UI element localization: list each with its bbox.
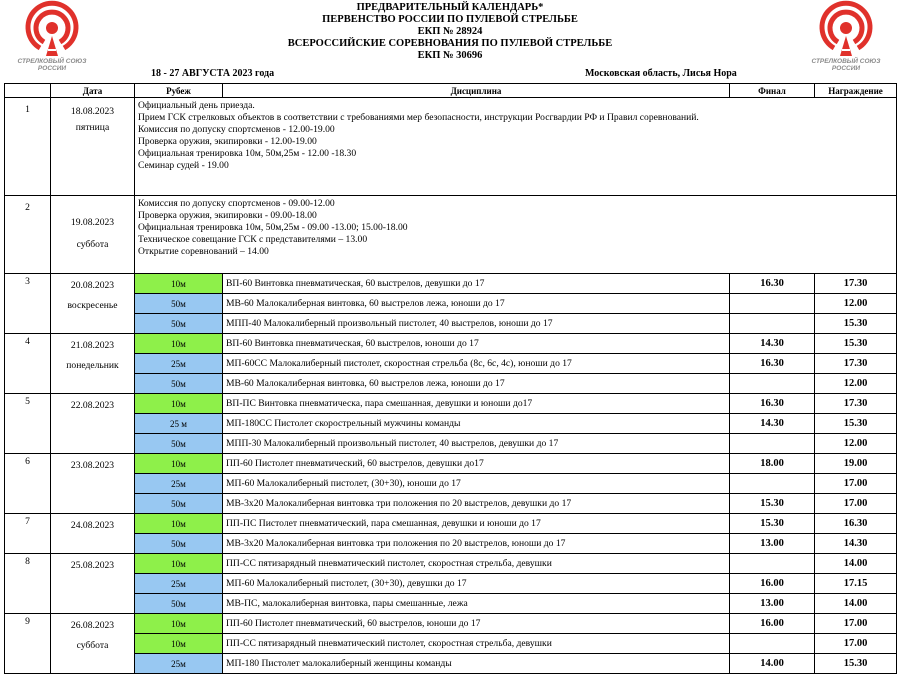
final-time-cell: 16.30 (730, 354, 815, 374)
shooting-range-cell: 50м (135, 294, 223, 314)
logo-caption: СТРЕЛКОВЫЙ СОЮЗ (17, 58, 87, 65)
final-time-cell: 16.00 (730, 614, 815, 634)
discipline-cell: ВП-60 Винтовка пневматическая, 60 выстрелов, юноши до 17 (223, 334, 730, 354)
table-row (5, 354, 897, 374)
day-date-cell (51, 514, 135, 554)
day-date-cell (51, 98, 135, 196)
shooting-range-cell: 10м (135, 394, 223, 414)
discipline-cell: МП-60 Малокалиберный пистолет, (30+30), девушки до 17 (223, 574, 730, 594)
page-header (0, 0, 900, 82)
award-time-cell: 12.00 (815, 294, 897, 314)
shooting-range-cell: 10м (135, 554, 223, 574)
day-number: 8 (5, 554, 51, 614)
award-time-cell: 17.00 (815, 614, 897, 634)
table-row (5, 334, 897, 354)
day-date-cell (51, 334, 135, 394)
info-line: Открытие соревнований – 14.00 (138, 246, 269, 257)
day-date: 24.08.2023 (70, 520, 115, 531)
table-row (5, 274, 897, 294)
final-time-cell (730, 294, 815, 314)
info-line: Техническое совещание ГСК с представителями – 13.00 (138, 234, 368, 245)
award-time-cell: 17.15 (815, 574, 897, 594)
logo-right (806, 0, 886, 80)
info-line: Семинар судей - 19.00 (138, 160, 229, 171)
final-time-cell (730, 434, 815, 454)
day-number: 2 (5, 196, 51, 274)
day-date: 18.08.2023 (70, 106, 115, 117)
discipline-cell: МВ-3х20 Малокалиберная винтовка три положения по 20 выстрелов, девушки до 17 (223, 494, 730, 514)
day-weekday: суббота (76, 239, 109, 250)
day-date: 20.08.2023 (70, 280, 115, 291)
shooting-range-cell: 50м (135, 594, 223, 614)
shooting-range-cell: 10м (135, 274, 223, 294)
column-header (5, 84, 51, 98)
table-row (5, 374, 897, 394)
day-date: 26.08.2023 (70, 620, 115, 631)
shooting-range-cell: 25м (135, 654, 223, 674)
discipline-cell: ВП-ПС Винтовка пневматическа, пара смешанная, девушки и юноши до17 (223, 394, 730, 414)
document-title (150, 2, 750, 62)
discipline-cell: МПП-40 Малокалиберный произвольный пистолет, 40 выстрелов, юноши до 17 (223, 314, 730, 334)
day-date: 25.08.2023 (70, 560, 115, 571)
award-time-cell: 15.30 (815, 314, 897, 334)
logo-caption: РОССИИ (831, 65, 861, 72)
shooting-range-cell: 25м (135, 474, 223, 494)
event-date-range: 18 - 27 АВГУСТА 2023 года (151, 68, 275, 79)
info-line: Проверка оружия, экипировки - 09.00-18.00 (138, 210, 317, 221)
title-line: ПРЕДВАРИТЕЛЬНЫЙ КАЛЕНДАРЬ* (356, 2, 544, 13)
table-row (5, 514, 897, 534)
shooting-range-cell: 50м (135, 434, 223, 454)
table-row (5, 534, 897, 554)
column-header: Дата (51, 84, 135, 98)
logo-caption: СТРЕЛКОВЫЙ СОЮЗ (811, 58, 881, 65)
table-row (5, 594, 897, 614)
discipline-cell: ПП-СС пятизарядный пневматический пистолет, скоростная стрельба, девушки (223, 634, 730, 654)
discipline-cell: МП-180 Пистолет малокалиберный женщины команды (223, 654, 730, 674)
table-row (5, 454, 897, 474)
day-weekday: понедельник (66, 360, 119, 371)
table-row (5, 654, 897, 674)
day-info (135, 196, 897, 274)
final-time-cell: 16.30 (730, 394, 815, 414)
day-weekday: суббота (76, 640, 109, 651)
day-date-cell (51, 196, 135, 274)
shooting-range-cell: 10м (135, 454, 223, 474)
day-info (135, 98, 897, 196)
day-date-cell (51, 614, 135, 674)
table-row (5, 574, 897, 594)
discipline-cell: МПП-30 Малокалиберный произвольный пистолет, 40 выстрелов, девушки до 17 (223, 434, 730, 454)
discipline-cell: ПП-ПС Пистолет пневматический, пара смешанная, девушки и юноши до 17 (223, 514, 730, 534)
award-time-cell: 14.00 (815, 554, 897, 574)
final-time-cell: 14.30 (730, 414, 815, 434)
award-time-cell: 15.30 (815, 334, 897, 354)
table-row (5, 314, 897, 334)
day-date-cell (51, 394, 135, 454)
info-line: Проверка оружия, экипировки - 12.00-19.00 (138, 136, 317, 147)
final-time-cell: 18.00 (730, 454, 815, 474)
day-number: 3 (5, 274, 51, 334)
day-number: 6 (5, 454, 51, 514)
day-date: 19.08.2023 (70, 217, 115, 228)
discipline-cell: МВ-60 Малокалиберная винтовка, 60 выстрелов лежа, юноши до 17 (223, 374, 730, 394)
day-number: 7 (5, 514, 51, 554)
award-time-cell: 17.30 (815, 394, 897, 414)
column-header: Дисциплина (223, 84, 730, 98)
award-time-cell: 19.00 (815, 454, 897, 474)
logo-caption: РОССИИ (37, 65, 67, 72)
discipline-cell: МП-60 Малокалиберный пистолет, (30+30), юноши до 17 (223, 474, 730, 494)
info-line: Комиссия по допуску спортсменов - 12.00-19.00 (138, 124, 335, 135)
schedule-table (4, 83, 897, 674)
table-row (5, 554, 897, 574)
final-time-cell: 13.00 (730, 534, 815, 554)
info-line: Официальная тренировка 10м, 50м,25м - 12.00 -18.30 (138, 148, 357, 159)
shooting-range-cell: 10м (135, 634, 223, 654)
discipline-cell: МВ-ПС, малокалиберная винтовка, пары смешанные, лежа (223, 594, 730, 614)
final-time-cell (730, 314, 815, 334)
info-line: Комиссия по допуску спортсменов - 09.00-12.00 (138, 198, 335, 209)
discipline-cell: ПП-60 Пистолет пневматический, 60 выстрелов, юноши до 17 (223, 614, 730, 634)
award-time-cell: 17.30 (815, 274, 897, 294)
day-date-cell (51, 274, 135, 334)
day-date: 21.08.2023 (70, 340, 115, 351)
table-row (5, 434, 897, 454)
day-date-cell (51, 454, 135, 514)
event-location: Московская область, Лисья Нора (585, 68, 737, 79)
shooting-union-logo-icon (22, 0, 82, 58)
award-time-cell: 12.00 (815, 434, 897, 454)
shooting-range-cell: 10м (135, 514, 223, 534)
final-time-cell: 15.30 (730, 514, 815, 534)
award-time-cell: 15.30 (815, 654, 897, 674)
table-row (5, 474, 897, 494)
shooting-range-cell: 10м (135, 614, 223, 634)
final-time-cell: 16.30 (730, 274, 815, 294)
discipline-cell: ПП-СС пятизарядный пневматический пистолет, скоростная стрельба, девушки (223, 554, 730, 574)
award-time-cell: 17.30 (815, 354, 897, 374)
final-time-cell: 14.00 (730, 654, 815, 674)
discipline-cell: ПП-60 Пистолет пневматический, 60 выстрелов, девушки до17 (223, 454, 730, 474)
day-weekday: воскресенье (67, 300, 118, 311)
day-date-cell (51, 554, 135, 614)
shooting-range-cell: 25 м (135, 414, 223, 434)
info-line: Официальная тренировка 10м, 50м,25м - 09.00 -13.00; 15.00-18.00 (138, 222, 408, 233)
day-row (5, 98, 897, 196)
award-time-cell: 15.30 (815, 414, 897, 434)
day-number: 1 (5, 98, 51, 196)
day-weekday: пятница (75, 122, 110, 133)
award-time-cell: 14.30 (815, 534, 897, 554)
shooting-range-cell: 10м (135, 334, 223, 354)
day-number: 4 (5, 334, 51, 394)
award-time-cell: 16.30 (815, 514, 897, 534)
shooting-range-cell: 50м (135, 494, 223, 514)
column-header: Награждение (815, 84, 897, 98)
table-header-row (5, 84, 897, 98)
final-time-cell (730, 634, 815, 654)
table-row (5, 494, 897, 514)
shooting-range-cell: 50м (135, 534, 223, 554)
title-line: ЕКП № 30696 (417, 50, 483, 61)
shooting-range-cell: 50м (135, 314, 223, 334)
title-line: ПЕРВЕНСТВО РОССИИ ПО ПУЛЕВОЙ СТРЕЛЬБЕ (322, 14, 578, 25)
info-line: Прием ГСК стрелковых объектов в соответствии с требованиями мер безопасности, инструкции Росгвардии РФ и Правил соревнований. (138, 112, 699, 123)
discipline-cell: МВ-3х20 Малокалиберная винтовка три положения по 20 выстрелов, юноши до 17 (223, 534, 730, 554)
final-time-cell (730, 554, 815, 574)
award-time-cell: 17.00 (815, 474, 897, 494)
table-row (5, 294, 897, 314)
table-row (5, 634, 897, 654)
final-time-cell: 16.00 (730, 574, 815, 594)
column-header: Рубеж (135, 84, 223, 98)
discipline-cell: МВ-60 Малокалиберная винтовка, 60 выстрелов лежа, юноши до 17 (223, 294, 730, 314)
title-line: ВСЕРОССИЙСКИЕ СОРЕВНОВАНИЯ ПО ПУЛЕВОЙ СТРЕЛЬБЕ (287, 38, 613, 49)
shooting-range-cell: 25м (135, 354, 223, 374)
logo-left (12, 0, 92, 80)
final-time-cell (730, 474, 815, 494)
award-time-cell: 17.00 (815, 494, 897, 514)
final-time-cell: 14.30 (730, 334, 815, 354)
column-header: Финал (730, 84, 815, 98)
day-date: 22.08.2023 (70, 400, 115, 411)
final-time-cell: 13.00 (730, 594, 815, 614)
final-time-cell: 15.30 (730, 494, 815, 514)
shooting-union-logo-icon (816, 0, 876, 58)
day-date: 23.08.2023 (70, 460, 115, 471)
day-number: 9 (5, 614, 51, 674)
award-time-cell: 17.00 (815, 634, 897, 654)
discipline-cell: МП-60СС Малокалиберный пистолет, скоростная стрельба (8с, 6с, 4с), юноши до 17 (223, 354, 730, 374)
final-time-cell (730, 374, 815, 394)
info-line: Официальный день приезда. (138, 100, 255, 111)
award-time-cell: 12.00 (815, 374, 897, 394)
table-row (5, 414, 897, 434)
table-row (5, 614, 897, 634)
shooting-range-cell: 25м (135, 574, 223, 594)
shooting-range-cell: 50м (135, 374, 223, 394)
award-time-cell: 14.00 (815, 594, 897, 614)
title-line: ЕКП № 28924 (417, 26, 483, 37)
discipline-cell: МП-180СС Пистолет скорострельный мужчины команды (223, 414, 730, 434)
day-row (5, 196, 897, 274)
discipline-cell: ВП-60 Винтовка пневматическая, 60 выстрелов, девушки до 17 (223, 274, 730, 294)
table-row (5, 394, 897, 414)
day-number: 5 (5, 394, 51, 454)
